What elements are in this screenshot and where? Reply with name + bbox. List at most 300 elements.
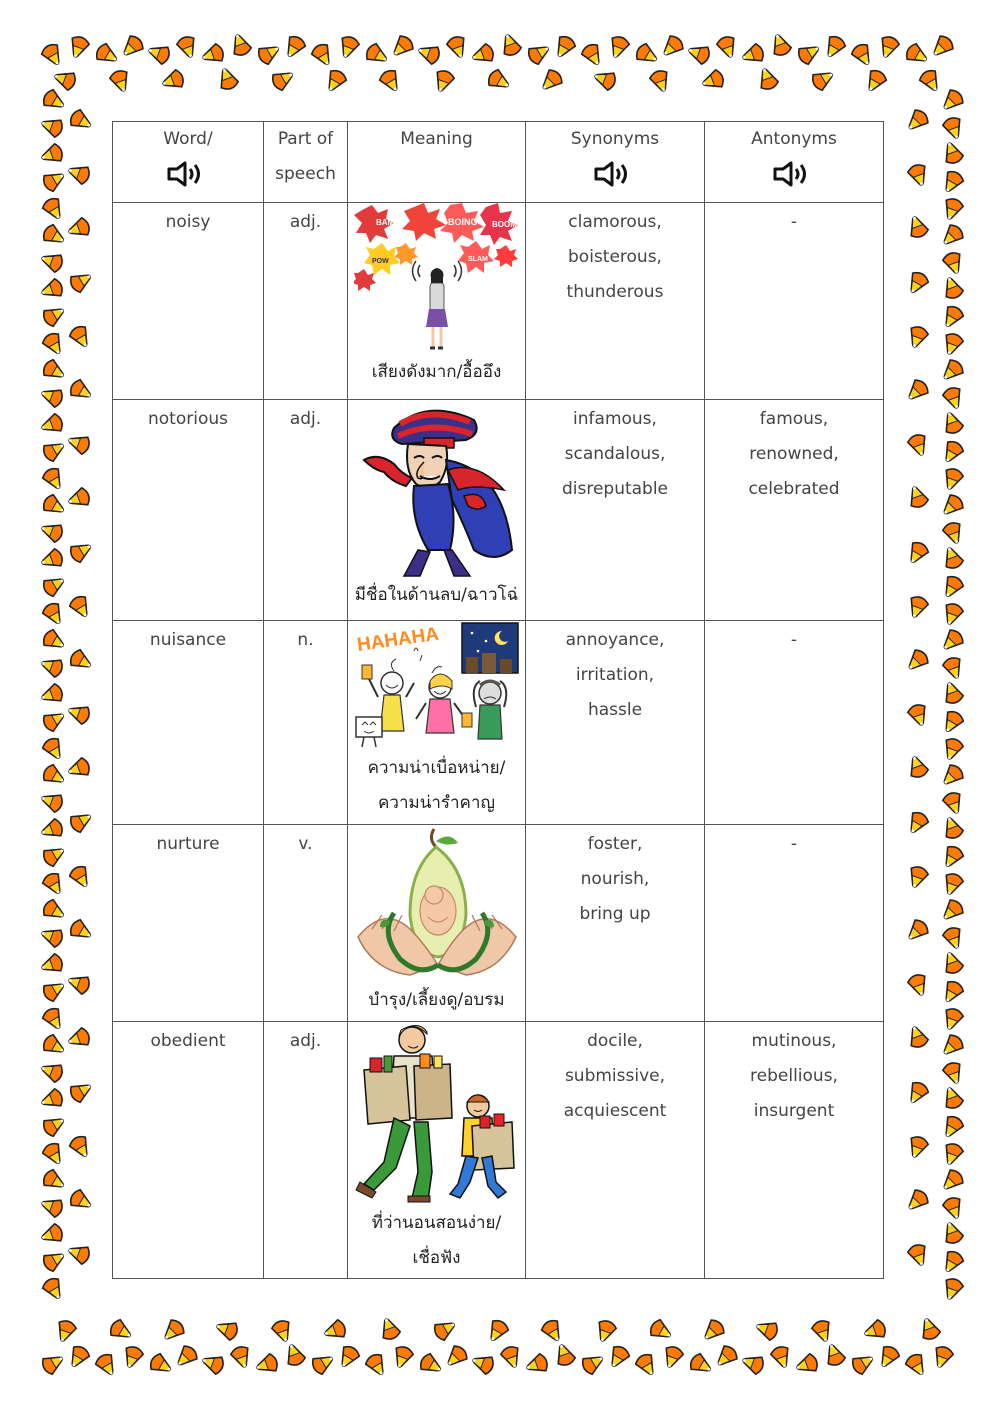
candy-corn-icon bbox=[66, 972, 92, 996]
header-pos-line-1: Part of bbox=[277, 129, 334, 149]
candy-corn-icon bbox=[906, 1134, 930, 1160]
candy-corn-icon bbox=[740, 1352, 766, 1376]
pos-text: adj. bbox=[289, 1031, 322, 1051]
candy-corn-icon bbox=[68, 808, 95, 834]
synonym: acquiescent bbox=[563, 1101, 667, 1121]
candy-corn-icon bbox=[65, 1344, 91, 1371]
synonym: infamous, bbox=[573, 409, 657, 429]
candy-corn-icon bbox=[41, 628, 68, 654]
meaning-thai bbox=[348, 751, 525, 821]
candy-corn-icon bbox=[756, 66, 780, 92]
synonym: nourish, bbox=[580, 869, 650, 889]
meaning-thai-line: ที่ว่านอนสอนง่าย/ bbox=[371, 1213, 502, 1233]
candy-corn-icon bbox=[270, 1318, 294, 1344]
candy-corn-icon bbox=[941, 410, 965, 436]
candy-corn-icon bbox=[52, 68, 78, 92]
candy-corn-icon bbox=[39, 1195, 65, 1219]
synonym: clamorous, bbox=[568, 212, 662, 232]
candy-corn-icon bbox=[941, 250, 965, 276]
pos-cell bbox=[264, 400, 348, 621]
candy-corn-icon bbox=[906, 972, 930, 998]
candy-corn-icon bbox=[939, 169, 965, 196]
meaning-thai-line: เชื่อฟัง bbox=[412, 1248, 461, 1268]
candy-corn-icon bbox=[39, 682, 65, 706]
candy-corn-icon bbox=[712, 1343, 739, 1370]
candy-corn-icon bbox=[41, 196, 67, 223]
candy-corn-icon bbox=[941, 655, 965, 681]
candy-corn-icon bbox=[337, 34, 361, 60]
candy-corn-icon bbox=[68, 108, 95, 134]
candy-corn-icon bbox=[904, 810, 930, 837]
candy-corn-icon bbox=[877, 34, 901, 60]
candy-corn-icon bbox=[607, 34, 631, 60]
candy-corn-icon bbox=[580, 1350, 607, 1376]
candy-corn-icon bbox=[551, 34, 577, 61]
candy-corn-icon bbox=[39, 1087, 65, 1111]
candy-corn-icon bbox=[634, 1352, 660, 1379]
candy-corn-icon bbox=[941, 1220, 965, 1246]
candy-corn-icon bbox=[39, 1060, 65, 1084]
burst-text: POW bbox=[371, 258, 389, 265]
candy-corn-icon bbox=[939, 304, 965, 331]
candy-corn-icon bbox=[904, 42, 931, 68]
candy-corn-icon bbox=[39, 925, 65, 949]
candy-corn-icon bbox=[418, 1352, 445, 1378]
candy-corn-icon bbox=[769, 1344, 793, 1370]
candy-corn-icon bbox=[941, 1060, 965, 1086]
candy-corn-icon bbox=[66, 162, 92, 186]
candy-corn-icon bbox=[941, 950, 965, 976]
candy-corn-icon bbox=[740, 42, 766, 66]
candy-corn-icon bbox=[688, 1352, 715, 1378]
candy-corn-icon bbox=[335, 1344, 361, 1371]
meaning-thai bbox=[348, 1206, 525, 1276]
candy-corn-icon bbox=[938, 1167, 965, 1194]
candy-corn-icon bbox=[906, 1242, 930, 1268]
speaker-icon[interactable] bbox=[165, 159, 211, 189]
word-cell bbox=[113, 621, 264, 825]
candy-corn-icon bbox=[66, 1026, 92, 1050]
candy-corn-icon bbox=[941, 466, 965, 492]
candy-corn-icon bbox=[499, 1344, 523, 1370]
header-meaning bbox=[348, 122, 526, 203]
candy-corn-icon bbox=[918, 1316, 942, 1342]
candy-corn-icon bbox=[906, 864, 930, 890]
candy-corn-icon bbox=[903, 1187, 930, 1214]
antonyms-cell bbox=[705, 400, 884, 621]
candy-corn-icon bbox=[39, 547, 65, 571]
candy-corn-icon bbox=[810, 66, 837, 92]
candy-corn-icon bbox=[66, 756, 92, 780]
word-cell bbox=[113, 400, 264, 621]
candy-corn-icon bbox=[906, 1024, 930, 1050]
candy-corn-icon bbox=[715, 34, 739, 60]
meaning-thai-line: บำรุง/เลี้ยงดู/อบรม bbox=[368, 990, 505, 1010]
candy-corn-icon bbox=[270, 66, 297, 92]
candy-corn-icon bbox=[537, 67, 564, 94]
word-text: obedient bbox=[150, 1031, 226, 1051]
synonym: boisterous, bbox=[568, 247, 662, 267]
candy-corn-icon bbox=[906, 324, 930, 350]
candy-corn-icon bbox=[108, 68, 132, 94]
candy-corn-icon bbox=[938, 492, 965, 519]
meaning-thai-line: ความน่าเบื่อหน่าย/ bbox=[367, 758, 506, 778]
candy-corn-icon bbox=[39, 655, 65, 679]
candy-corn-icon bbox=[661, 1344, 685, 1370]
candy-corn-icon bbox=[68, 594, 94, 621]
candy-corn-icon bbox=[903, 377, 930, 404]
antonym: celebrated bbox=[748, 479, 840, 499]
candy-corn-icon bbox=[39, 277, 65, 301]
synonyms-cell bbox=[526, 621, 705, 825]
vocabulary-table bbox=[112, 121, 884, 1279]
candy-corn-icon bbox=[68, 1188, 95, 1214]
table-row bbox=[113, 400, 884, 621]
candy-corn-icon bbox=[821, 34, 847, 61]
candy-corn-icon bbox=[754, 1318, 780, 1342]
candy-corn-icon bbox=[906, 754, 930, 780]
meaning-cell bbox=[348, 203, 526, 400]
candy-corn-icon bbox=[941, 790, 965, 816]
candy-corn-icon bbox=[903, 647, 930, 674]
antonym: mutinous, bbox=[751, 1031, 837, 1051]
header-synonyms bbox=[526, 122, 705, 203]
candy-corn-icon bbox=[862, 68, 888, 95]
candy-corn-icon bbox=[66, 486, 92, 510]
meaning-cell bbox=[348, 825, 526, 1022]
candy-corn-icon bbox=[941, 385, 965, 411]
antonyms-cell bbox=[705, 621, 884, 825]
candy-corn-icon bbox=[938, 87, 965, 114]
candy-corn-icon bbox=[146, 42, 172, 66]
candy-corn-icon bbox=[850, 42, 876, 69]
candy-corn-icon bbox=[941, 520, 965, 546]
meaning-cell bbox=[348, 1022, 526, 1279]
header-part-of-speech bbox=[264, 122, 348, 203]
synonyms-cell bbox=[526, 400, 705, 621]
candy-corn-icon bbox=[906, 162, 930, 188]
antonym: - bbox=[790, 212, 798, 232]
candy-corn-icon bbox=[499, 32, 523, 58]
burst-text: SLAM bbox=[467, 256, 488, 263]
candy-corn-icon bbox=[364, 1352, 390, 1379]
candy-corn-icon bbox=[906, 432, 930, 458]
header-synonyms-label: Synonyms bbox=[570, 129, 660, 149]
candy-corn-icon bbox=[526, 40, 553, 66]
candy-corn-icon bbox=[216, 66, 240, 92]
synonym: scandalous, bbox=[564, 444, 666, 464]
candy-corn-icon bbox=[939, 574, 965, 601]
table-row bbox=[113, 825, 884, 1022]
candy-corn-icon bbox=[41, 763, 68, 789]
candy-corn-icon bbox=[941, 115, 965, 141]
candy-corn-icon bbox=[524, 1352, 550, 1376]
candy-corn-icon bbox=[875, 1344, 901, 1371]
candy-corn-icon bbox=[470, 42, 496, 66]
header-row bbox=[113, 122, 884, 203]
burst-text: BOING bbox=[447, 217, 478, 227]
candy-corn-icon bbox=[322, 1318, 348, 1342]
candy-corn-icon bbox=[229, 32, 253, 58]
candy-corn-icon bbox=[928, 33, 955, 60]
synonyms-cell bbox=[526, 825, 705, 1022]
candy-corn-icon bbox=[39, 790, 65, 814]
antonyms-cell bbox=[705, 1022, 884, 1279]
candy-corn-icon bbox=[939, 979, 965, 1006]
candy-corn-icon bbox=[941, 275, 965, 301]
candy-corn-icon bbox=[41, 1247, 68, 1273]
meaning-cell bbox=[348, 400, 526, 621]
candy-corn-icon bbox=[118, 33, 145, 60]
meaning-thai-line: เสียงดังมาก/อื้ออึง bbox=[371, 362, 502, 382]
candy-corn-icon bbox=[41, 1112, 68, 1138]
candy-corn-icon bbox=[592, 68, 618, 92]
candy-corn-icon bbox=[39, 1222, 65, 1246]
word-text: nuisance bbox=[149, 630, 227, 650]
candy-corn-icon bbox=[40, 42, 66, 69]
candy-corn-icon bbox=[41, 437, 68, 463]
candy-corn-icon bbox=[941, 871, 965, 897]
candy-corn-icon bbox=[41, 898, 68, 924]
candy-corn-icon bbox=[68, 864, 94, 891]
candy-corn-icon bbox=[634, 42, 661, 68]
header-pos-line-2: speech bbox=[275, 164, 336, 184]
speaker-icon[interactable] bbox=[592, 159, 638, 189]
candy-corn-icon bbox=[41, 466, 67, 493]
meaning-thai bbox=[348, 355, 525, 390]
candy-corn-icon bbox=[918, 68, 944, 95]
candy-corn-icon bbox=[903, 107, 930, 134]
candy-corn-icon bbox=[939, 439, 965, 466]
candy-corn-icon bbox=[41, 707, 68, 733]
candy-corn-icon bbox=[41, 223, 68, 249]
candy-corn-icon bbox=[378, 68, 404, 95]
candy-corn-icon bbox=[484, 1318, 510, 1345]
candy-corn-icon bbox=[41, 601, 67, 628]
candy-corn-icon bbox=[148, 1352, 175, 1378]
synonym: disreputable bbox=[561, 479, 669, 499]
candy-corn-icon bbox=[214, 1318, 240, 1342]
table-row bbox=[113, 621, 884, 825]
candy-corn-icon bbox=[41, 1141, 67, 1168]
candy-corn-icon bbox=[39, 817, 65, 841]
candy-corn-icon bbox=[175, 34, 199, 60]
candy-corn-icon bbox=[658, 33, 685, 60]
candy-corn-icon bbox=[66, 702, 92, 726]
candy-corn-icon bbox=[41, 493, 68, 519]
candy-corn-icon bbox=[68, 918, 95, 944]
candy-corn-icon bbox=[699, 1317, 726, 1344]
candy-corn-icon bbox=[941, 1006, 965, 1032]
candy-corn-icon bbox=[121, 1344, 145, 1370]
candy-corn-icon bbox=[281, 34, 307, 61]
candy-corn-icon bbox=[939, 709, 965, 736]
candy-corn-icon bbox=[938, 1032, 965, 1059]
candy-corn-icon bbox=[442, 1343, 469, 1370]
candy-corn-icon bbox=[941, 1195, 965, 1221]
candy-corn-icon bbox=[108, 1318, 135, 1344]
candy-corn-icon bbox=[310, 1350, 337, 1376]
candy-corn-icon bbox=[322, 68, 348, 95]
meaning-thai bbox=[348, 578, 525, 613]
candy-corn-icon bbox=[388, 33, 415, 60]
candy-corn-icon bbox=[256, 40, 283, 66]
pos-text: adj. bbox=[289, 409, 322, 429]
woman-figure bbox=[412, 261, 461, 348]
header-meaning-label: Meaning bbox=[400, 129, 473, 149]
pos-cell bbox=[264, 825, 348, 1022]
candy-corn-icon bbox=[939, 1249, 965, 1276]
candy-corn-icon bbox=[938, 897, 965, 924]
candy-corn-icon bbox=[769, 32, 793, 58]
candy-corn-icon bbox=[938, 627, 965, 654]
antonym: rebellious, bbox=[750, 1066, 838, 1086]
synonym: foster, bbox=[587, 834, 643, 854]
pos-cell bbox=[264, 621, 348, 825]
synonyms-cell bbox=[526, 1022, 705, 1279]
candy-corn-icon bbox=[39, 250, 65, 274]
antonym: - bbox=[790, 630, 798, 650]
candy-corn-icon bbox=[941, 196, 965, 222]
pos-cell bbox=[264, 203, 348, 400]
candy-corn-icon bbox=[67, 34, 91, 60]
candy-corn-icon bbox=[39, 412, 65, 436]
candy-corn-icon bbox=[486, 68, 513, 94]
word-cell bbox=[113, 825, 264, 1022]
candy-corn-icon bbox=[941, 545, 965, 571]
word-cell bbox=[113, 1022, 264, 1279]
candy-corn-icon bbox=[432, 68, 456, 94]
candy-corn-icon bbox=[68, 538, 95, 564]
table-row bbox=[113, 1022, 884, 1279]
candy-corn-icon bbox=[66, 216, 92, 240]
candy-corn-icon bbox=[200, 42, 226, 66]
candy-corn-icon bbox=[938, 357, 965, 384]
candy-corn-icon bbox=[41, 842, 68, 868]
candy-corn-icon bbox=[686, 42, 712, 66]
candy-corn-icon bbox=[94, 42, 121, 68]
synonym: docile, bbox=[587, 1031, 643, 1051]
candy-corn-icon bbox=[540, 1318, 566, 1345]
candy-corn-icon bbox=[939, 844, 965, 871]
candy-corn-icon bbox=[40, 1350, 67, 1376]
candy-corn-icon bbox=[159, 1317, 186, 1344]
candy-corn-icon bbox=[41, 1006, 67, 1033]
candy-corn-icon bbox=[68, 268, 95, 294]
antonym: insurgent bbox=[753, 1101, 835, 1121]
candy-corn-icon bbox=[941, 140, 965, 166]
candy-corn-icon bbox=[941, 736, 965, 762]
candy-corn-icon bbox=[810, 1318, 834, 1344]
synonym: submissive, bbox=[564, 1066, 666, 1086]
candy-corn-icon bbox=[906, 702, 930, 728]
synonym: thunderous bbox=[566, 282, 664, 302]
candy-corn-icon bbox=[94, 1352, 120, 1379]
candy-corn-icon bbox=[904, 270, 930, 297]
candy-corn-icon bbox=[941, 331, 965, 357]
candy-corn-icon bbox=[416, 42, 442, 66]
candy-corn-icon bbox=[41, 977, 68, 1003]
speaker-icon[interactable] bbox=[771, 159, 817, 189]
nurture-illustration bbox=[354, 825, 520, 983]
candy-corn-icon bbox=[39, 385, 65, 409]
synonyms-cell bbox=[526, 203, 705, 400]
candy-corn-icon bbox=[941, 601, 965, 627]
meaning-cell bbox=[348, 621, 526, 825]
candy-corn-icon bbox=[68, 648, 95, 674]
candy-corn-icon bbox=[906, 594, 930, 620]
antonyms-cell bbox=[705, 825, 884, 1022]
candy-corn-icon bbox=[938, 762, 965, 789]
candy-corn-icon bbox=[364, 42, 391, 68]
candy-corn-icon bbox=[200, 1352, 226, 1376]
candy-corn-icon bbox=[283, 1342, 307, 1368]
synonym: annoyance, bbox=[565, 630, 665, 650]
candy-corn-icon bbox=[39, 115, 65, 139]
candy-corn-icon bbox=[41, 1168, 68, 1194]
candy-corn-icon bbox=[605, 1344, 631, 1371]
notorious-illustration bbox=[354, 400, 520, 578]
candy-corn-icon bbox=[172, 1343, 199, 1370]
candy-corn-icon bbox=[903, 917, 930, 944]
obedient-illustration bbox=[354, 1022, 520, 1206]
candy-corn-icon bbox=[445, 34, 469, 60]
word-text: noisy bbox=[165, 212, 211, 232]
candy-corn-icon bbox=[941, 1141, 965, 1167]
candy-corn-icon bbox=[941, 1276, 965, 1302]
burst-text: BAM bbox=[375, 218, 394, 227]
candy-corn-icon bbox=[941, 1085, 965, 1111]
candy-corn-icon bbox=[160, 68, 186, 92]
candy-corn-icon bbox=[41, 167, 68, 193]
candy-corn-icon bbox=[54, 1318, 78, 1344]
candy-corn-icon bbox=[41, 1276, 67, 1303]
candy-corn-icon bbox=[648, 68, 672, 94]
word-cell bbox=[113, 203, 264, 400]
candy-corn-icon bbox=[39, 520, 65, 544]
candy-corn-icon bbox=[229, 1344, 253, 1370]
candy-corn-icon bbox=[68, 1134, 94, 1161]
table-row bbox=[113, 203, 884, 400]
synonym: hassle bbox=[587, 700, 643, 720]
candy-corn-icon bbox=[41, 871, 67, 898]
pos-text: n. bbox=[297, 630, 314, 650]
candy-corn-icon bbox=[904, 540, 930, 567]
candy-corn-icon bbox=[862, 1318, 888, 1342]
candy-corn-icon bbox=[310, 42, 336, 69]
candy-corn-icon bbox=[823, 1342, 847, 1368]
nuisance-illustration bbox=[354, 621, 520, 751]
candy-corn-icon bbox=[794, 1352, 820, 1376]
candy-corn-icon bbox=[41, 1033, 68, 1059]
candy-corn-icon bbox=[68, 324, 94, 351]
header-word bbox=[113, 122, 264, 203]
candy-corn-icon bbox=[68, 378, 95, 404]
candy-corn-icon bbox=[432, 1316, 459, 1342]
candy-corn-icon bbox=[553, 1342, 577, 1368]
candy-corn-icon bbox=[906, 484, 930, 510]
word-text: nurture bbox=[156, 834, 220, 854]
header-antonyms-label: Antonyms bbox=[751, 129, 837, 149]
candy-corn-icon bbox=[904, 1352, 930, 1379]
pos-text: v. bbox=[298, 834, 313, 854]
burst-text: BOOM bbox=[491, 220, 517, 229]
candy-corn-icon bbox=[41, 302, 68, 328]
candy-corn-icon bbox=[39, 142, 65, 166]
candy-corn-icon bbox=[700, 68, 726, 92]
candy-corn-icon bbox=[939, 1114, 965, 1141]
candy-corn-icon bbox=[648, 1318, 675, 1344]
